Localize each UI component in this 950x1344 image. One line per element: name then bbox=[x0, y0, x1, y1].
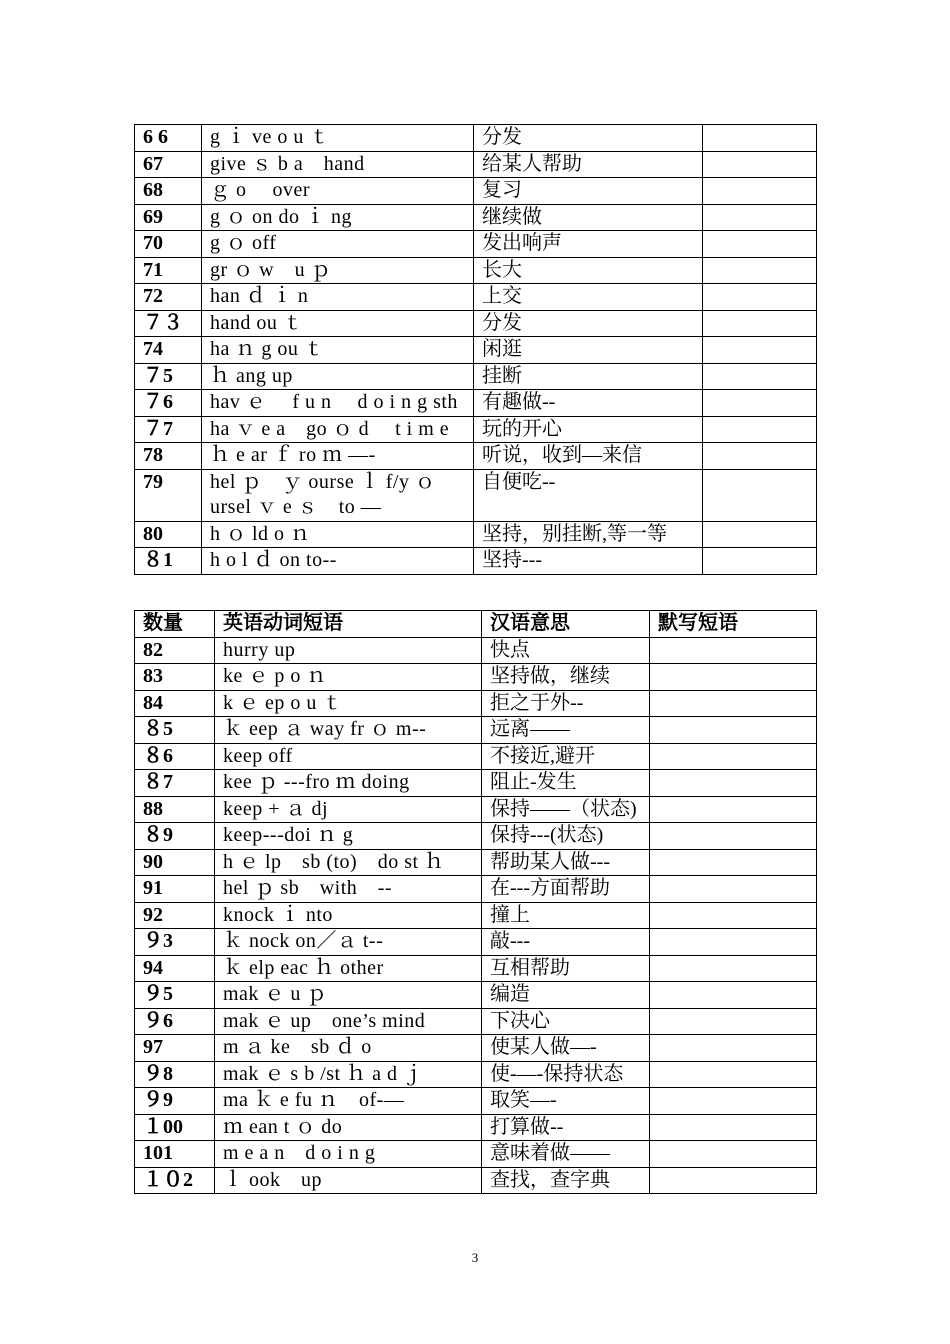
table-row bbox=[135, 955, 817, 982]
table-row bbox=[135, 876, 817, 903]
chinese-meaning: 坚持--- bbox=[474, 548, 703, 575]
table-row bbox=[135, 231, 817, 258]
phrase-table-bottom bbox=[134, 610, 817, 1194]
english-phrase: ｋ nock on／ａ t-- bbox=[215, 929, 482, 956]
row-number: ９3 bbox=[135, 929, 215, 956]
english-phrase: m ａ ke sb ｄ o bbox=[215, 1035, 482, 1062]
english-phrase: hand ou ｔ bbox=[202, 310, 474, 337]
chinese-meaning: 上交 bbox=[474, 284, 703, 311]
dictation-cell bbox=[703, 284, 817, 311]
chinese-meaning: 阻止-发生 bbox=[482, 770, 650, 797]
dictation-cell bbox=[703, 363, 817, 390]
row-number: ７5 bbox=[135, 363, 202, 390]
dictation-cell bbox=[703, 416, 817, 443]
english-phrase: h o l ｄ on to-- bbox=[202, 548, 474, 575]
dictation-cell bbox=[650, 637, 817, 664]
dictation-cell bbox=[703, 178, 817, 205]
row-number: ８5 bbox=[135, 717, 215, 744]
dictation-cell bbox=[703, 521, 817, 548]
dictation-cell bbox=[650, 929, 817, 956]
table-row bbox=[135, 548, 817, 575]
chinese-meaning: 继续做 bbox=[474, 204, 703, 231]
dictation-cell bbox=[703, 337, 817, 364]
chinese-meaning: 意味着做—— bbox=[482, 1141, 650, 1168]
english-phrase: ha ｖ e a go ｏ d t i m e bbox=[202, 416, 474, 443]
english-phrase: ｇ o over bbox=[202, 178, 474, 205]
header-english-phrase: 英语动词短语 bbox=[215, 611, 482, 638]
table-row bbox=[135, 178, 817, 205]
table-header-row bbox=[135, 611, 817, 638]
row-number: 92 bbox=[135, 902, 215, 929]
chinese-meaning: 取笑—- bbox=[482, 1088, 650, 1115]
chinese-meaning: 玩的开心 bbox=[474, 416, 703, 443]
table-row bbox=[135, 717, 817, 744]
chinese-meaning: 给某人帮助 bbox=[474, 151, 703, 178]
english-phrase: mak ｅ up one’s mind bbox=[215, 1008, 482, 1035]
table-row bbox=[135, 664, 817, 691]
row-number: 94 bbox=[135, 955, 215, 982]
table-row bbox=[135, 1035, 817, 1062]
dictation-cell bbox=[703, 257, 817, 284]
dictation-cell bbox=[650, 664, 817, 691]
english-phrase: h ｅ lp sb (to) do st ｈ bbox=[215, 849, 482, 876]
row-number: 91 bbox=[135, 876, 215, 903]
table-row bbox=[135, 902, 817, 929]
row-number: 71 bbox=[135, 257, 202, 284]
chinese-meaning: 自便吃-- bbox=[474, 469, 703, 521]
english-phrase: h ｏ ld o ｎ bbox=[202, 521, 474, 548]
dictation-cell bbox=[650, 717, 817, 744]
chinese-meaning: 使-—-保持状态 bbox=[482, 1061, 650, 1088]
row-number: 101 bbox=[135, 1141, 215, 1168]
table-row bbox=[135, 1088, 817, 1115]
dictation-cell bbox=[650, 1141, 817, 1168]
row-number: 88 bbox=[135, 796, 215, 823]
chinese-meaning: 打算做-- bbox=[482, 1114, 650, 1141]
page-number: 3 bbox=[471, 1250, 479, 1265]
dictation-cell bbox=[650, 849, 817, 876]
dictation-cell bbox=[650, 1114, 817, 1141]
chinese-meaning: 听说，收到—来信 bbox=[474, 443, 703, 470]
dictation-cell bbox=[650, 1088, 817, 1115]
english-phrase: keep off bbox=[215, 743, 482, 770]
row-number: ７３ bbox=[135, 310, 202, 337]
english-phrase: mak ｅ s b /st ｈ a d ｊ bbox=[215, 1061, 482, 1088]
dictation-cell bbox=[650, 770, 817, 797]
table-row bbox=[135, 416, 817, 443]
row-number: 6 6 bbox=[135, 125, 202, 152]
row-number: 74 bbox=[135, 337, 202, 364]
dictation-cell bbox=[703, 125, 817, 152]
chinese-meaning: 长大 bbox=[474, 257, 703, 284]
dictation-cell bbox=[703, 204, 817, 231]
english-phrase: ke ｅ p o ｎ bbox=[215, 664, 482, 691]
row-number: 83 bbox=[135, 664, 215, 691]
table-row bbox=[135, 823, 817, 850]
english-phrase: ｍ ean t ｏ do bbox=[215, 1114, 482, 1141]
english-phrase: ｈ e ar ｆ ro ｍ —- bbox=[202, 443, 474, 470]
table-row bbox=[135, 1114, 817, 1141]
english-phrase: hav ｅ f u n d o i n g sth bbox=[202, 390, 474, 417]
row-number: ９8 bbox=[135, 1061, 215, 1088]
table-row bbox=[135, 796, 817, 823]
dictation-cell bbox=[703, 443, 817, 470]
english-phrase: keep---doi ｎ g bbox=[215, 823, 482, 850]
row-number: ８9 bbox=[135, 823, 215, 850]
chinese-meaning: 坚持，别挂断,等一等 bbox=[474, 521, 703, 548]
english-phrase: ha ｎ g ou ｔ bbox=[202, 337, 474, 364]
dictation-cell bbox=[650, 902, 817, 929]
english-phrase: hurry up bbox=[215, 637, 482, 664]
english-phrase: ma ｋ e fu ｎ of-— bbox=[215, 1088, 482, 1115]
table-row bbox=[135, 1061, 817, 1088]
chinese-meaning: 使某人做—- bbox=[482, 1035, 650, 1062]
row-number: 70 bbox=[135, 231, 202, 258]
dictation-cell bbox=[703, 469, 817, 521]
table-row bbox=[135, 257, 817, 284]
english-phrase: give ｓ b a hand bbox=[202, 151, 474, 178]
table-row bbox=[135, 151, 817, 178]
table-row bbox=[135, 743, 817, 770]
english-phrase: g ｉ ve o u ｔ bbox=[202, 125, 474, 152]
table-row bbox=[135, 204, 817, 231]
english-phrase: ｋ eep ａ way fr ｏ m-- bbox=[215, 717, 482, 744]
table-row bbox=[135, 469, 817, 521]
row-number: 84 bbox=[135, 690, 215, 717]
english-phrase: keep + ａ dj bbox=[215, 796, 482, 823]
chinese-meaning: 不接近,避开 bbox=[482, 743, 650, 770]
table-row bbox=[135, 363, 817, 390]
table-row bbox=[135, 1008, 817, 1035]
chinese-meaning: 保持——（状态) bbox=[482, 796, 650, 823]
chinese-meaning: 闲逛 bbox=[474, 337, 703, 364]
table-row bbox=[135, 982, 817, 1009]
row-number: 78 bbox=[135, 443, 202, 470]
table-row bbox=[135, 849, 817, 876]
header-number: 数量 bbox=[135, 611, 215, 638]
chinese-meaning: 拒之于外-- bbox=[482, 690, 650, 717]
english-phrase: gr ｏ w u ｐ bbox=[202, 257, 474, 284]
phrase-table-top bbox=[134, 124, 817, 575]
dictation-cell bbox=[650, 690, 817, 717]
chinese-meaning: 编造 bbox=[482, 982, 650, 1009]
table-row bbox=[135, 1167, 817, 1194]
chinese-meaning: 坚持做，继续 bbox=[482, 664, 650, 691]
chinese-meaning: 快点 bbox=[482, 637, 650, 664]
table-row bbox=[135, 284, 817, 311]
row-number: ８7 bbox=[135, 770, 215, 797]
chinese-meaning: 下决心 bbox=[482, 1008, 650, 1035]
english-phrase: knock ｉ nto bbox=[215, 902, 482, 929]
row-number: 67 bbox=[135, 151, 202, 178]
row-number: 82 bbox=[135, 637, 215, 664]
table-row bbox=[135, 337, 817, 364]
row-number: ９5 bbox=[135, 982, 215, 1009]
row-number: ８6 bbox=[135, 743, 215, 770]
header-dictation: 默写短语 bbox=[650, 611, 817, 638]
english-phrase: han ｄ ｉ n bbox=[202, 284, 474, 311]
chinese-meaning: 在---方面帮助 bbox=[482, 876, 650, 903]
row-number: ７7 bbox=[135, 416, 202, 443]
english-phrase: g ｏ off bbox=[202, 231, 474, 258]
row-number: 80 bbox=[135, 521, 202, 548]
table-row bbox=[135, 443, 817, 470]
dictation-cell bbox=[650, 1167, 817, 1194]
dictation-cell bbox=[650, 823, 817, 850]
chinese-meaning: 远离—— bbox=[482, 717, 650, 744]
dictation-cell bbox=[650, 1035, 817, 1062]
table-row bbox=[135, 929, 817, 956]
chinese-meaning: 帮助某人做--- bbox=[482, 849, 650, 876]
chinese-meaning: 保持---(状态) bbox=[482, 823, 650, 850]
row-number: 68 bbox=[135, 178, 202, 205]
dictation-cell bbox=[650, 982, 817, 1009]
dictation-cell bbox=[650, 955, 817, 982]
header-chinese-meaning: 汉语意思 bbox=[482, 611, 650, 638]
dictation-cell bbox=[703, 151, 817, 178]
english-phrase: m e a n d o i n g bbox=[215, 1141, 482, 1168]
table-row bbox=[135, 690, 817, 717]
chinese-meaning: 发出响声 bbox=[474, 231, 703, 258]
chinese-meaning: 挂断 bbox=[474, 363, 703, 390]
dictation-cell bbox=[650, 796, 817, 823]
row-number: 97 bbox=[135, 1035, 215, 1062]
english-phrase: ｌ ook up bbox=[215, 1167, 482, 1194]
english-phrase: kee ｐ ---fro ｍ doing bbox=[215, 770, 482, 797]
row-number: １０2 bbox=[135, 1167, 215, 1194]
table-row bbox=[135, 521, 817, 548]
table-row bbox=[135, 125, 817, 152]
row-number: ７6 bbox=[135, 390, 202, 417]
chinese-meaning: 复习 bbox=[474, 178, 703, 205]
row-number: １00 bbox=[135, 1114, 215, 1141]
table-row bbox=[135, 1141, 817, 1168]
english-phrase: hel ｐ sb with -- bbox=[215, 876, 482, 903]
row-number: ８1 bbox=[135, 548, 202, 575]
dictation-cell bbox=[650, 1008, 817, 1035]
english-phrase: hel ｐ ｙ ourse ｌ f/y ｏ ursel ｖ e ｓ to — bbox=[202, 469, 474, 521]
row-number: 79 bbox=[135, 469, 202, 521]
row-number: 72 bbox=[135, 284, 202, 311]
chinese-meaning: 分发 bbox=[474, 125, 703, 152]
dictation-cell bbox=[703, 231, 817, 258]
english-phrase: k ｅ ep o u ｔ bbox=[215, 690, 482, 717]
table-row bbox=[135, 770, 817, 797]
row-number: 90 bbox=[135, 849, 215, 876]
chinese-meaning: 查找，查字典 bbox=[482, 1167, 650, 1194]
row-number: ９9 bbox=[135, 1088, 215, 1115]
chinese-meaning: 有趣做-- bbox=[474, 390, 703, 417]
chinese-meaning: 互相帮助 bbox=[482, 955, 650, 982]
row-number: ９6 bbox=[135, 1008, 215, 1035]
english-phrase: ｈ ang up bbox=[202, 363, 474, 390]
chinese-meaning: 撞上 bbox=[482, 902, 650, 929]
dictation-cell bbox=[650, 1061, 817, 1088]
table-row bbox=[135, 637, 817, 664]
table-row bbox=[135, 310, 817, 337]
dictation-cell bbox=[703, 390, 817, 417]
table-row bbox=[135, 390, 817, 417]
dictation-cell bbox=[703, 548, 817, 575]
english-phrase: ｋ elp eac ｈ other bbox=[215, 955, 482, 982]
dictation-cell bbox=[650, 743, 817, 770]
dictation-cell bbox=[703, 310, 817, 337]
dictation-cell bbox=[650, 876, 817, 903]
english-phrase: g ｏ on do ｉ ng bbox=[202, 204, 474, 231]
chinese-meaning: 分发 bbox=[474, 310, 703, 337]
chinese-meaning: 敲--- bbox=[482, 929, 650, 956]
english-phrase: mak ｅ u ｐ bbox=[215, 982, 482, 1009]
row-number: 69 bbox=[135, 204, 202, 231]
